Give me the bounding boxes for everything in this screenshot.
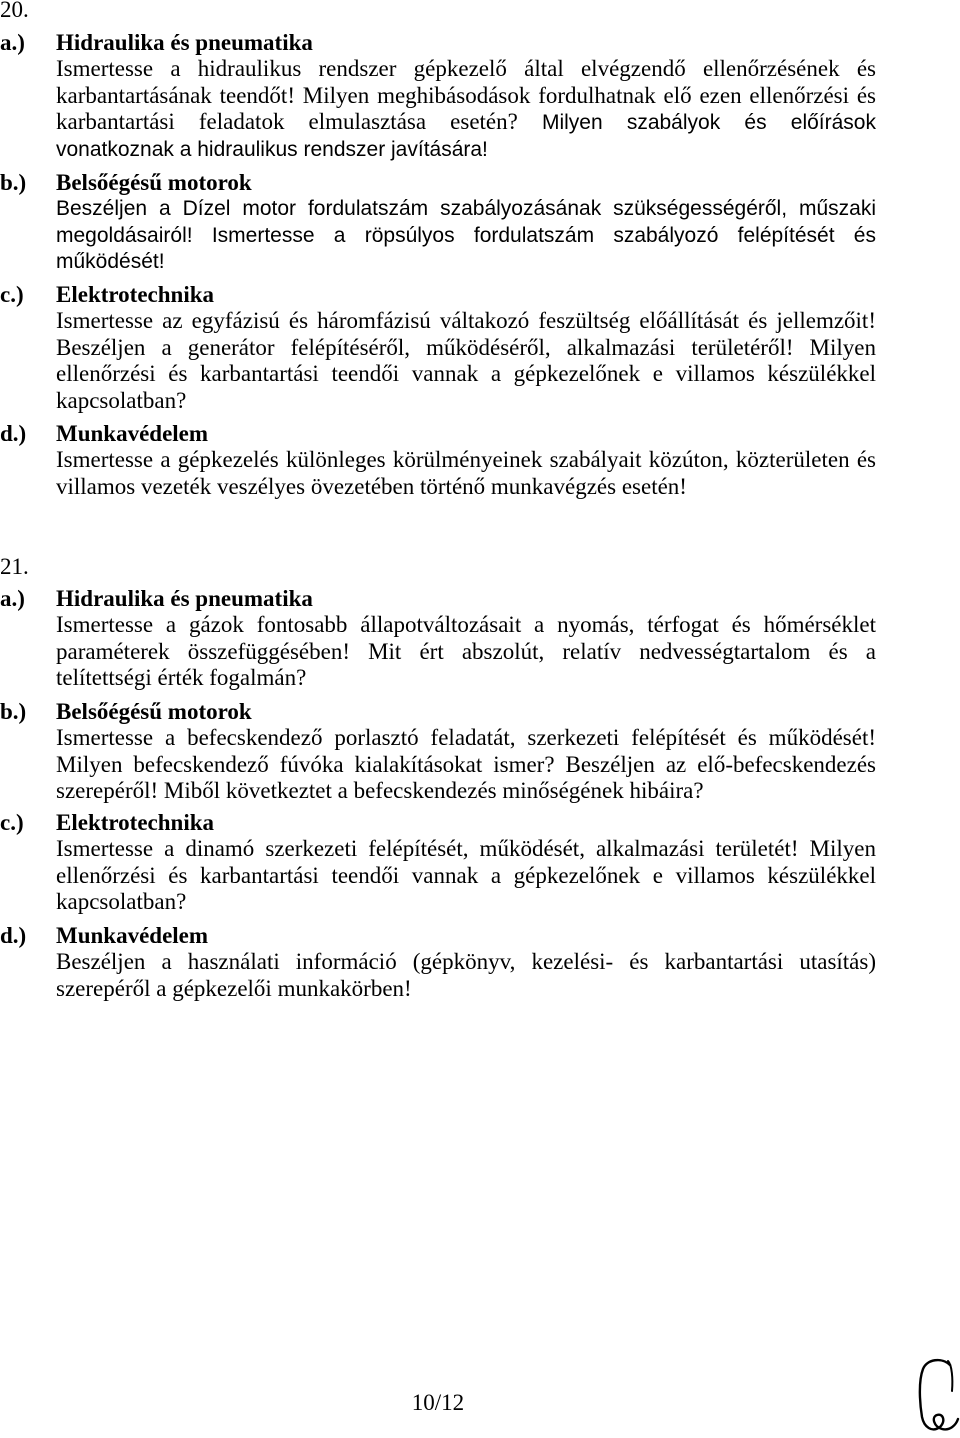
- part-heading: Hidraulika és pneumatika: [56, 30, 313, 55]
- part-content: [56, 421, 876, 500]
- question-text-line: kapcsolatban?: [56, 387, 187, 413]
- question-text-line: működését!: [56, 250, 165, 274]
- part-label: a.): [0, 30, 25, 55]
- question-text-line: ellenőrzési és karbantartási teendői vannak a gépkezelőnek e villamos készülékkel: [56, 361, 876, 387]
- question-text-line: megoldásairól! Ismertesse a röpsúlyos fordulatszám szabályozó felépítését és: [56, 223, 876, 247]
- question-text-line: Beszéljen a használati információ (gépkönyv, kezelési- és karbantartási utasítás): [56, 949, 876, 975]
- question-part: [0, 170, 876, 276]
- part-heading: Belsőégésű motorok: [56, 699, 252, 724]
- part-label: b.): [0, 170, 27, 195]
- question-text-line: [56, 109, 876, 136]
- part-content: [56, 810, 876, 916]
- question-text-line: Ismertesse a hidraulikus rendszer gépkezelő által elvégzendő ellenőrzésének és: [56, 56, 876, 82]
- part-content: [56, 282, 876, 414]
- part-heading: Elektrotechnika: [56, 282, 215, 307]
- question-text-line: paraméterek összefüggésében! Mit ért abszolút, relatív nedvességtartalom és a: [56, 638, 876, 664]
- question-text-line: Ismertesse az egyfázisú és háromfázisú váltakozó feszültség előállítását és jellemzőit!: [56, 308, 876, 334]
- part-heading: Elektrotechnika: [56, 810, 215, 835]
- question-part: [0, 30, 876, 163]
- question-text-line: szerepéről a gépkezelői munkakörben!: [56, 975, 412, 1001]
- question-text-segment: karbantartási feladatok elmulasztása esetén?: [56, 109, 518, 135]
- question-text-line: ellenőrzési és karbantartási teendői vannak a gépkezelőnek e villamos készülékkel: [56, 862, 876, 888]
- question-text-segment: Milyen szabályok és előírások: [541, 111, 876, 135]
- part-label: c.): [0, 810, 24, 835]
- signature: [912, 1355, 960, 1435]
- part-content: [56, 586, 876, 692]
- question-number: 21.: [0, 554, 29, 579]
- part-heading: Hidraulika és pneumatika: [56, 586, 313, 611]
- question-part: [0, 810, 876, 916]
- part-label: c.): [0, 282, 24, 307]
- question-text-line: Ismertesse a gázok fontosabb állapotváltozásait a nyomás, térfogat és hőmérséklet: [56, 612, 876, 638]
- part-content: [56, 699, 876, 805]
- part-label: a.): [0, 586, 25, 611]
- part-content: [56, 923, 876, 1002]
- part-heading: Munkavédelem: [56, 421, 209, 446]
- question-text-line: telítettségi érték fogalmán?: [56, 665, 307, 691]
- question-text-line: Ismertesse a gépkezelés különleges körülményeinek szabályait közúton, közterületen és: [56, 447, 876, 473]
- part-heading: Munkavédelem: [56, 923, 209, 948]
- question-text-line: villamos vezeték veszélyes övezetében történő munkavégzés esetén!: [56, 473, 687, 499]
- question-part: [0, 282, 876, 414]
- question-text-line: szerepéről! Miből következtet a befecskendezés minőségének hibáira?: [56, 778, 704, 804]
- part-label: d.): [0, 923, 27, 948]
- page-number: 10/12: [411, 1390, 465, 1415]
- question-text-line: Ismertesse a dinamó szerkezeti felépítését, működését, alkalmazási területét! Milyen: [56, 836, 876, 862]
- question-text-line: kapcsolatban?: [56, 889, 187, 915]
- part-heading: Belsőégésű motorok: [56, 170, 252, 195]
- part-content: [56, 30, 876, 163]
- part-content: [56, 170, 876, 276]
- question-part: [0, 699, 876, 805]
- question-number: 20.: [0, 0, 29, 22]
- question-text-line: Milyen befecskendező fúvóka kialakításokat ismer? Beszéljen az elő-befecskendezés: [56, 751, 876, 777]
- question-text-line: karbantartásának teendőt! Milyen meghibásodások fordulhatnak elő ezen ellenőrzési és: [56, 82, 876, 108]
- question-part: [0, 586, 876, 692]
- question-text-line: Beszéljen a Dízel motor fordulatszám szabályozásának szükségességéről, műszaki: [56, 197, 876, 221]
- question-part: [0, 923, 876, 1002]
- question-text-line: Beszéljen a generátor felépítéséről, működéséről, alkalmazási területéről! Milyen: [56, 334, 876, 360]
- question-text-line: Ismertesse a befecskendező porlasztó feladatát, szerkezeti felépítését és működését!: [56, 725, 876, 751]
- part-label: d.): [0, 421, 27, 446]
- question-text-line: vonatkoznak a hidraulikus rendszer javítására!: [56, 137, 488, 161]
- part-label: b.): [0, 699, 27, 724]
- question-part: [0, 421, 876, 500]
